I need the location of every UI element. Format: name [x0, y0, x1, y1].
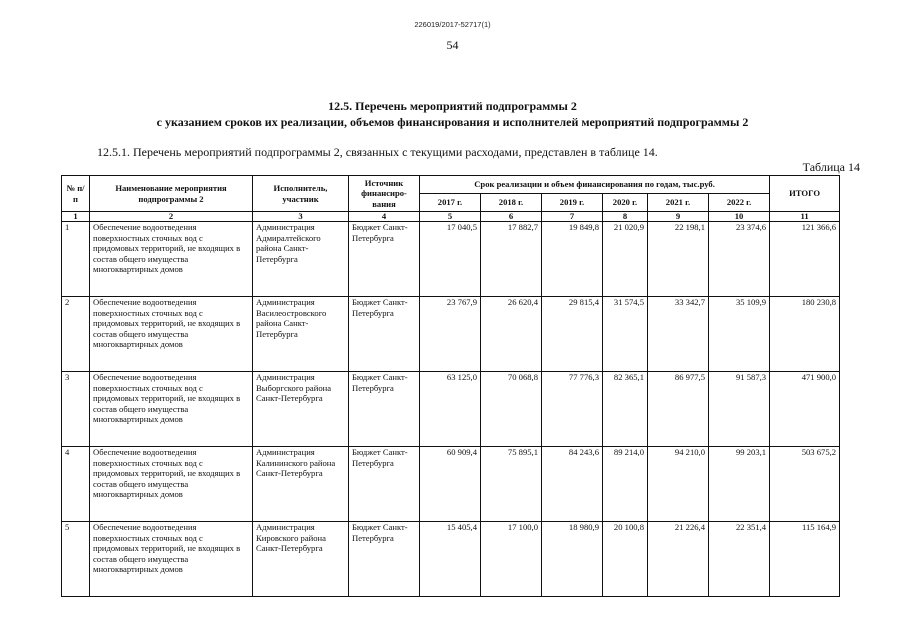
- measure-name: Обеспечение водоотведения поверхностных сточных вод с придомовых территорий, не входящих в состав общего имущества многоквартирных домов: [90, 372, 253, 447]
- row-total: 115 164,9: [770, 522, 840, 597]
- year-value: 94 210,0: [648, 447, 709, 522]
- row-total: 121 366,6: [770, 222, 840, 297]
- header-name: Наименование мероприятия подпрограммы 2: [90, 176, 253, 212]
- header-total: ИТОГО: [770, 176, 840, 212]
- year-value: 82 365,1: [603, 372, 648, 447]
- header-year: 2022 г.: [709, 194, 770, 212]
- intro-paragraph: 12.5.1. Перечень мероприятий подпрограммы 2, связанных с текущими расходами, представлен в таблице 14.: [97, 145, 658, 159]
- year-value: 86 977,5: [648, 372, 709, 447]
- document-id: 226019/2017-52717(1): [414, 20, 491, 29]
- column-number: 8: [603, 212, 648, 222]
- header-executor: Исполнитель, участник: [253, 176, 349, 212]
- section-title-line2: с указанием сроков их реализации, объемов финансирования и исполнителей мероприятий подпрограммы 2: [156, 115, 749, 129]
- table-row: [62, 447, 840, 522]
- row-number: 1: [62, 222, 90, 297]
- executor: Администрация Кировского района Санкт-Петербурга: [253, 522, 349, 597]
- header-year: 2018 г.: [481, 194, 542, 212]
- column-number: 1: [62, 212, 90, 222]
- year-value: 22 198,1: [648, 222, 709, 297]
- year-value: 21 226,4: [648, 522, 709, 597]
- column-number: 11: [770, 212, 840, 222]
- year-value: 29 815,4: [542, 297, 603, 372]
- header-year: 2020 г.: [603, 194, 648, 212]
- executor: Администрация Калининского района Санкт-Петербурга: [253, 447, 349, 522]
- executor: Администрация Выборгского района Санкт-Петербурга: [253, 372, 349, 447]
- year-value: 33 342,7: [648, 297, 709, 372]
- row-total: 180 230,8: [770, 297, 840, 372]
- funding-source: Бюджет Санкт-Петербурга: [349, 372, 420, 447]
- funding-source: Бюджет Санкт-Петербурга: [349, 297, 420, 372]
- row-number: 4: [62, 447, 90, 522]
- row-number: 3: [62, 372, 90, 447]
- year-value: 89 214,0: [603, 447, 648, 522]
- column-number: 10: [709, 212, 770, 222]
- column-number: 9: [648, 212, 709, 222]
- row-number: 5: [62, 522, 90, 597]
- measure-name: Обеспечение водоотведения поверхностных сточных вод с придомовых территорий, не входящих в состав общего имущества многоквартирных домов: [90, 447, 253, 522]
- table-row: [62, 522, 840, 597]
- year-value: 19 849,8: [542, 222, 603, 297]
- year-value: 75 895,1: [481, 447, 542, 522]
- year-value: 60 909,4: [420, 447, 481, 522]
- year-value: 17 100,0: [481, 522, 542, 597]
- year-value: 21 020,9: [603, 222, 648, 297]
- year-value: 23 374,6: [709, 222, 770, 297]
- year-value: 15 405,4: [420, 522, 481, 597]
- funding-source: Бюджет Санкт-Петербурга: [349, 522, 420, 597]
- measure-name: Обеспечение водоотведения поверхностных сточных вод с придомовых территорий, не входящих в состав общего имущества многоквартирных домов: [90, 522, 253, 597]
- column-number: 3: [253, 212, 349, 222]
- column-number: 4: [349, 212, 420, 222]
- column-number-row: [62, 212, 840, 222]
- table-row: [62, 297, 840, 372]
- table-label: Таблица 14: [802, 160, 860, 174]
- year-value: 70 068,8: [481, 372, 542, 447]
- header-year: 2019 г.: [542, 194, 603, 212]
- year-value: 20 100,8: [603, 522, 648, 597]
- column-number: 7: [542, 212, 603, 222]
- year-value: 26 620,4: [481, 297, 542, 372]
- measures-table: [61, 175, 840, 597]
- column-number: 6: [481, 212, 542, 222]
- measure-name: Обеспечение водоотведения поверхностных сточных вод с придомовых территорий, не входящих в состав общего имущества многоквартирных домов: [90, 222, 253, 297]
- row-total: 471 900,0: [770, 372, 840, 447]
- column-number: 2: [90, 212, 253, 222]
- year-value: 17 040,5: [420, 222, 481, 297]
- row-total: 503 675,2: [770, 447, 840, 522]
- section-title: [0, 98, 905, 130]
- section-title-line1: 12.5. Перечень мероприятий подпрограммы 2: [328, 99, 577, 113]
- year-value: 99 203,1: [709, 447, 770, 522]
- page-number: 54: [446, 38, 459, 52]
- measure-name: Обеспечение водоотведения поверхностных сточных вод с придомовых территорий, не входящих в состав общего имущества многоквартирных домов: [90, 297, 253, 372]
- year-value: 63 125,0: [420, 372, 481, 447]
- year-value: 23 767,9: [420, 297, 481, 372]
- year-value: 17 882,7: [481, 222, 542, 297]
- year-value: 18 980,9: [542, 522, 603, 597]
- header-year: 2017 г.: [420, 194, 481, 212]
- executor: Администрация Адмиралтейского района Санкт-Петербурга: [253, 222, 349, 297]
- executor: Администрация Василеостровского района Санкт-Петербурга: [253, 297, 349, 372]
- funding-source: Бюджет Санкт-Петербурга: [349, 447, 420, 522]
- year-value: 77 776,3: [542, 372, 603, 447]
- year-value: 31 574,5: [603, 297, 648, 372]
- funding-source: Бюджет Санкт-Петербурга: [349, 222, 420, 297]
- year-value: 22 351,4: [709, 522, 770, 597]
- header-period: Срок реализации и объем финансирования по годам, тыс.руб.: [420, 176, 770, 194]
- year-value: 84 243,6: [542, 447, 603, 522]
- header-num: № п/п: [62, 176, 90, 212]
- column-number: 5: [420, 212, 481, 222]
- header-year: 2021 г.: [648, 194, 709, 212]
- row-number: 2: [62, 297, 90, 372]
- header-source: Источник финансиро-вания: [349, 176, 420, 212]
- table-row: [62, 372, 840, 447]
- year-value: 35 109,9: [709, 297, 770, 372]
- table-row: [62, 222, 840, 297]
- year-value: 91 587,3: [709, 372, 770, 447]
